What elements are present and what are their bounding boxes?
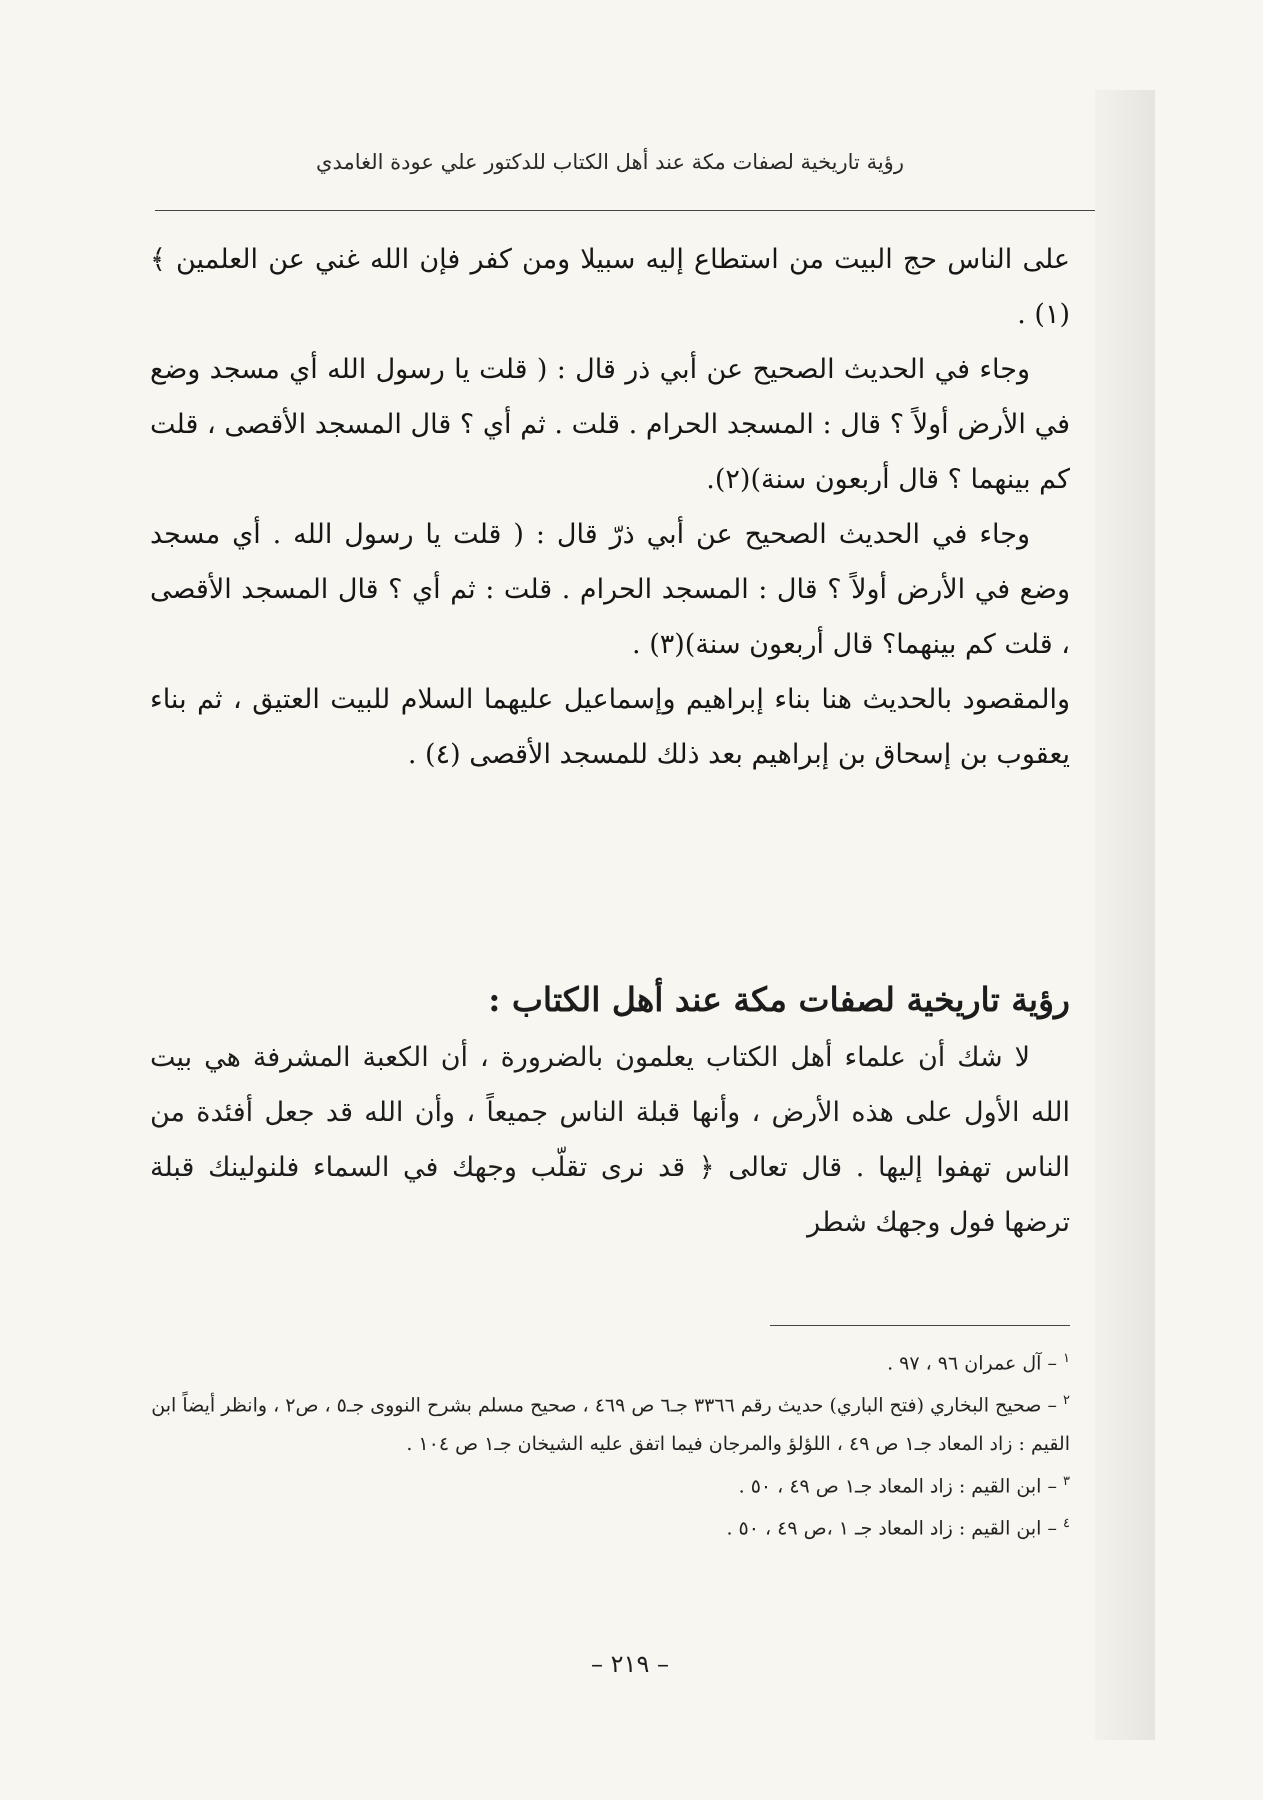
footnote-1: $^١$ – آل عمران ٩٦ ، ٩٧ . <box>887 1351 1070 1375</box>
body-text <box>150 232 1070 782</box>
page-edge-shadow <box>1095 90 1155 1740</box>
footnote-4: $^٤$ – ابن القيم : زاد المعاد جـ ١ ،ص ٤٩ ، ٥٠ . <box>726 1515 1070 1540</box>
footnote-2: $^٢$ – صحيح البخاري (فتح الباري) حديث رقم ٣٣٦٦ جـ٦ ص ٤٦٩ ، صحيح مسلم بشرح النووى جـ٥ ، ص٢ ، وانظر أيضاً ابن القيم : زاد المعاد جـ١ ص ٤٩ ، اللؤلؤ والمرجان فيما اتفق عليه الشيخان جـ١ ص ١٠٤ . <box>151 1393 1070 1455</box>
running-header: رؤية تاريخية لصفات مكة عند أهل الكتاب للدكتور علي عودة الغامدي <box>316 150 904 174</box>
footnotes <box>150 1340 1070 1547</box>
section-heading: رؤية تاريخية لصفات مكة عند أهل الكتاب : <box>488 980 1070 1019</box>
footnote-3: $^٣$ – ابن القيم : زاد المعاد جـ١ ص ٤٩ ، ٥٠ . <box>738 1473 1070 1497</box>
paragraph-4: والمقصود بالحديث هنا بناء إبراهيم وإسماعيل عليهما السلام للبيت العتيق ، ثم بناء يعقوب بن إسحاق بن إبراهيم بعد ذلك للمسجد الأقصى (٤) . <box>150 684 1070 770</box>
paragraph-2: وجاء في الحديث الصحيح عن أبي ذر قال : ( قلت يا رسول الله أي مسجد وضع في الأرض أولاً ؟ قال : المسجد الحرام . قلت . ثم أي ؟ قال المسجد الأقصى ، قلت كم بينهما ؟ قال أربعون سنة)(٢). <box>150 354 1070 495</box>
section-paragraph-1: لا شك أن علماء أهل الكتاب يعلمون بالضرورة ، أن الكعبة المشرفة هي بيت الله الأول على هذه الأرض ، وأنها قبلة الناس جميعاً ، وأن الله قد جعل أفئدة من الناس تهفوا إليها . قال تعالى ﴿ قد نرى تقلّب وجهك في السماء فلنولينك قبلة ترضها فول وجهك شطر <box>150 1042 1070 1238</box>
footnote-rule <box>770 1325 1070 1326</box>
page-number: – ٢١٩ – <box>591 1650 669 1678</box>
section-body <box>150 1030 1070 1250</box>
paragraph-1: على الناس حج البيت من استطاع إليه سبيلا ومن كفر فإن الله غني عن العلمين ﴾ (١) . <box>150 244 1070 330</box>
paragraph-3: وجاء في الحديث الصحيح عن أبي ذرّ قال : ( قلت يا رسول الله . أي مسجد وضع في الأرض أولاً ؟ قال : المسجد الحرام . قلت : ثم أي ؟ قال المسجد الأقصى ، قلت كم بينهما؟ قال أربعون سنة)(٣) . <box>150 519 1070 660</box>
header-rule <box>155 210 1095 211</box>
